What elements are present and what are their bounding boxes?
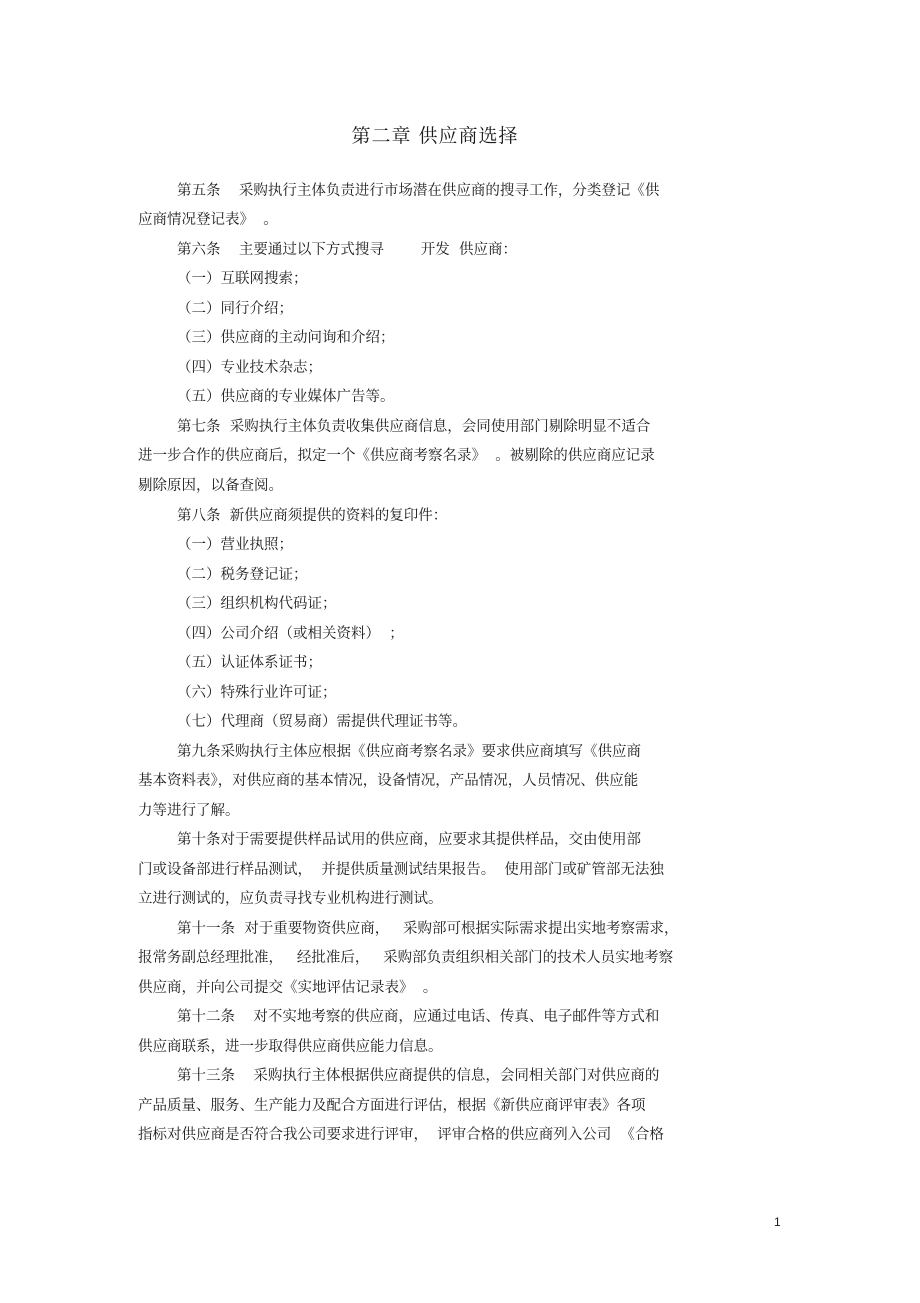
- paragraph-line: 第五条 采购执行主体负责进行市场潜在供应商的搜寻工作，分类登记《供: [177, 183, 660, 199]
- paragraph-line: 基本资料表》，对供应商的基本情况，设备情况，产品情况，人员情况、供应能: [138, 773, 639, 789]
- list-item: （四）公司介绍（或相关资料） ；: [177, 626, 404, 642]
- list-item: （四）专业技术杂志；: [177, 360, 322, 376]
- list-item: （二）同行介绍；: [177, 301, 293, 317]
- paragraph-line: 立进行测试的，应负责寻找专业机构进行测试。: [138, 891, 443, 907]
- list-item: （五）供应商的专业媒体广告等。: [177, 389, 395, 405]
- paragraph-line: 第十二条 对不实地考察的供应商，应通过电话、传真、电子邮件等方式和: [177, 1009, 660, 1025]
- paragraph-line: 报常务副总经理批准， 经批准后， 采购部负责组织相关部门的技术人员实地考察: [138, 950, 674, 966]
- list-item: （一）互联网搜索；: [177, 271, 308, 287]
- paragraph-line: 第十三条 采购执行主体根据供应商提供的信息，会同相关部门对供应商的: [177, 1068, 660, 1084]
- list-item: （二）税务登记证；: [177, 567, 308, 583]
- paragraph-line: 第八条 新供应商须提供的资料的复印件：: [177, 508, 448, 524]
- list-item: （三）供应商的主动问询和介绍；: [177, 330, 395, 346]
- paragraph-line: 第十一条 对于重要物资供应商， 采购部可根据实际需求提出实地考察需求，: [177, 921, 679, 937]
- list-item: （七）代理商（贸易商）需提供代理证书等。: [177, 714, 467, 730]
- paragraph-line: 供应商，并向公司提交《实地评估记录表》 。: [138, 980, 438, 996]
- paragraph-line: 供应商联系，进一步取得供应商供应能力信息。: [138, 1039, 443, 1055]
- paragraph-line: 门或设备部进行样品测试， 并提供质量测试结果报告。 使用部门或矿管部无法独: [138, 862, 664, 878]
- paragraph-line: 第十条对于需要提供样品试用的供应商，应要求其提供样品，交由使用部: [177, 832, 641, 848]
- list-item: （六）特殊行业许可证；: [177, 685, 337, 701]
- chapter-title: 第二章 供应商选择: [351, 125, 519, 147]
- paragraph-line: 进一步合作的供应商后，拟定一个《供应商考察名录》 。被剔除的供应商应记录: [138, 448, 655, 464]
- list-item: （三）组织机构代码证；: [177, 596, 337, 612]
- paragraph-line: 产品质量、服务、生产能力及配合方面进行评估，根据《新供应商评审表》各项: [138, 1098, 646, 1114]
- paragraph-line: 应商情况登记表》 。: [138, 212, 278, 228]
- paragraph-line: 第九条采购执行主体应根据《供应商考察名录》要求供应商填写《供应商: [177, 744, 641, 760]
- page-number: 1: [774, 1215, 781, 1229]
- paragraph-line: 指标对供应商是否符合我公司要求进行评审， 评审合格的供应商列入公司 《合格: [138, 1127, 664, 1143]
- paragraph-line: 力等进行了解。: [138, 803, 240, 819]
- list-item: （一）营业执照；: [177, 537, 293, 553]
- paragraph-line: 第七条 采购执行主体负责收集供应商信息，会同使用部门剔除明显不适合: [177, 419, 651, 435]
- paragraph-line: 第六条 主要通过以下方式搜寻 开发 供应商：: [177, 242, 518, 258]
- list-item: （五）认证体系证书；: [177, 655, 322, 671]
- paragraph-line: 剔除原因，以备查阅。: [138, 478, 283, 494]
